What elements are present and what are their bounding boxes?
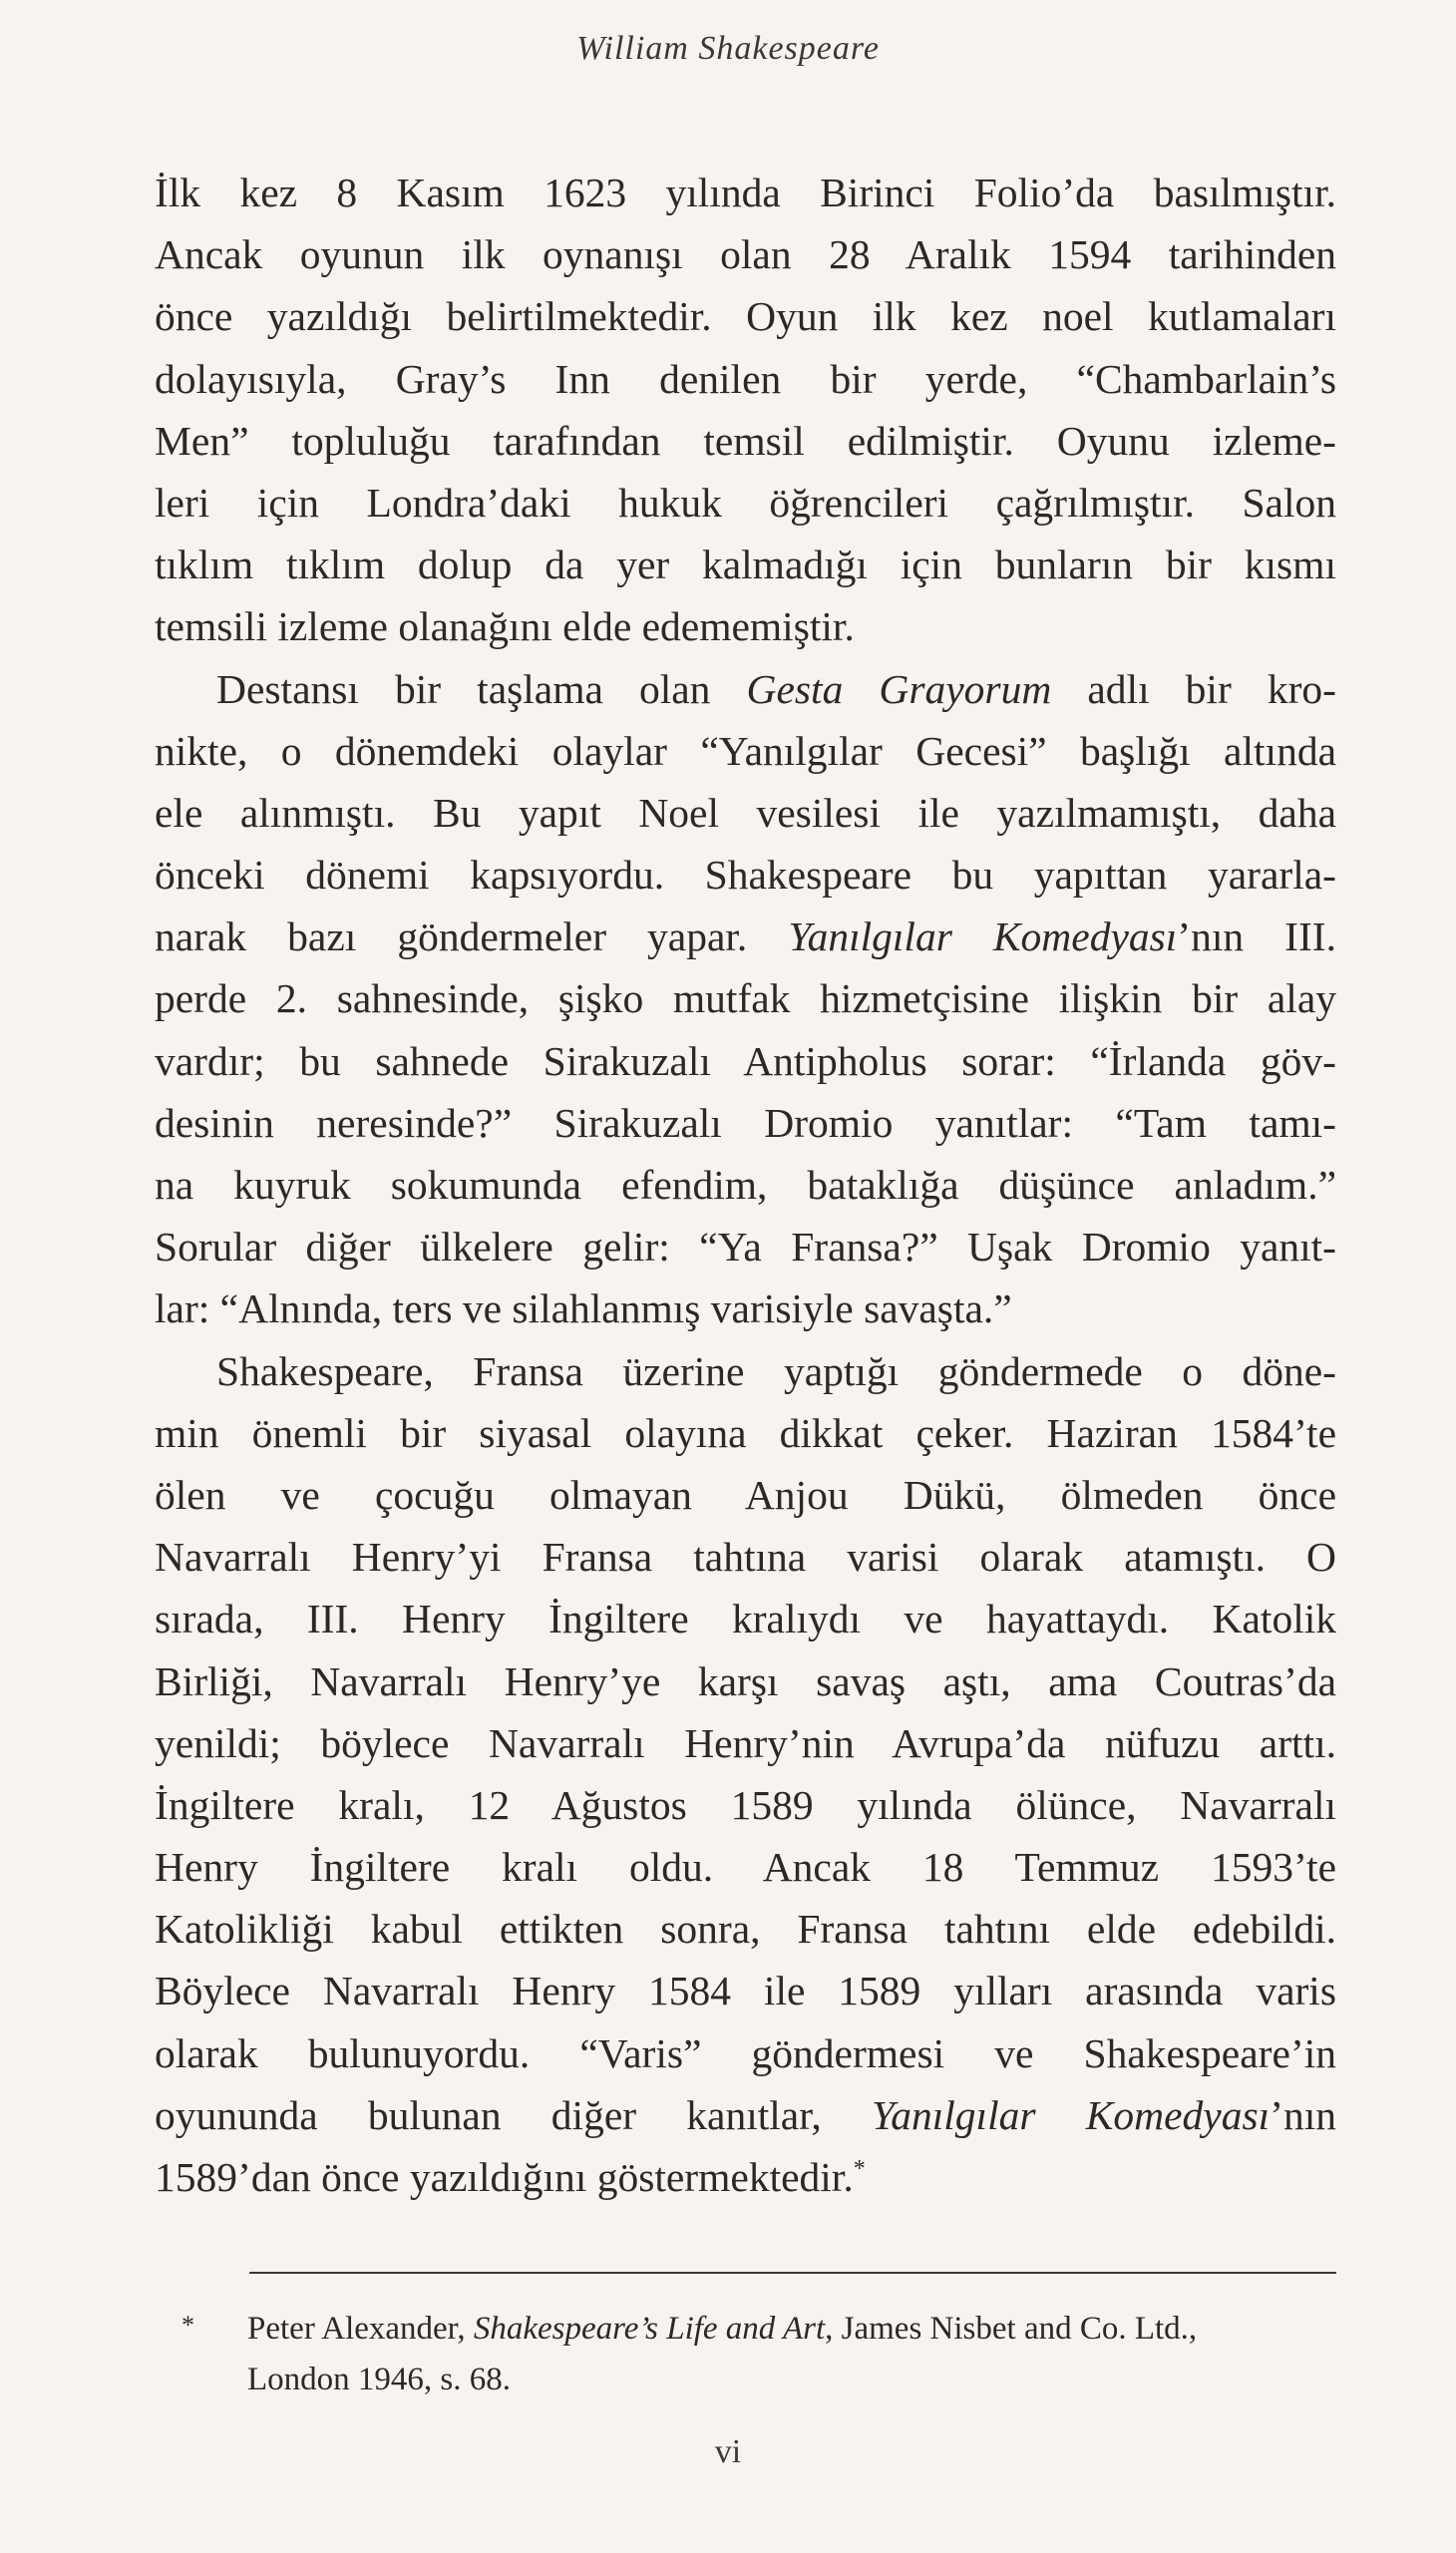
text-line: İngiltere kralı, 12 Ağustos 1589 yılında ölünce, Navarralı	[155, 1781, 1336, 1828]
text-line: 1589’dan önce yazıldığını göstermektedir.*	[155, 2154, 866, 2200]
footnote-reference[interactable]: *	[853, 2156, 866, 2183]
text-line: Birliği, Navarralı Henry’ye karşı savaş aştı, ama Coutras’da	[155, 1657, 1336, 1704]
text-line: oyununda bulunan diğer kanıtlar, Yanılgılar Komedyası’nın	[155, 2091, 1336, 2138]
text-line: önceki dönemi kapsıyordu. Shakespeare bu yapıttan yararla-	[155, 852, 1336, 899]
text-line: narak bazı göndermeler yapar. Yanılgılar Komedyası’nın III.	[155, 913, 1336, 960]
text-line: Sorular diğer ülkelere gelir: “Ya Fransa?” Uşak Dromio yanıt-	[155, 1224, 1336, 1271]
text-line: olarak bulunuyordu. “Varis” göndermesi ve Shakespeare’in	[155, 2029, 1336, 2076]
text-line: leri için Londra’daki hukuk öğrencileri çağrılmıştır. Salon	[155, 479, 1336, 526]
work-title: Yanılgılar Komedyası	[871, 2091, 1271, 2138]
text-line: dolayısıyla, Gray’s Inn denilen bir yerde, “Chambarlain’s	[155, 355, 1336, 402]
text-line: yenildi; böylece Navarralı Henry’nin Avrupa’da nüfuzu arttı.	[155, 1719, 1336, 1766]
text-line: Katolikliği kabul ettikten sonra, Fransa tahtını elde edebildi.	[155, 1906, 1336, 1953]
footnote-line: Peter Alexander, Shakespeare’s Life and Art, James Nisbet and Co. Ltd.,	[247, 2311, 1198, 2347]
running-head: William Shakespeare	[576, 30, 880, 67]
text-line: desinin neresinde?” Sirakuzalı Dromio yanıtlar: “Tam tamı-	[155, 1099, 1336, 1146]
footnote-book-title: Shakespeare’s Life and Art	[473, 2311, 826, 2347]
footnote-divider	[249, 2272, 1336, 2274]
footnote	[182, 2304, 1338, 2405]
text-line: ölen ve çocuğu olmayan Anjou Dükü, ölmeden önce	[155, 1471, 1336, 1518]
text-line: Böylece Navarralı Henry 1584 ile 1589 yılları arasında varis	[155, 1968, 1336, 2014]
paragraph-1	[155, 162, 1336, 658]
page-number: vi	[714, 2433, 742, 2470]
text-line: min önemli bir siyasal olayına dikkat çeker. Haziran 1584’te	[155, 1409, 1336, 1456]
text-line: tıklım tıklım dolup da yer kalmadığı için bunların bir kısmı	[155, 542, 1336, 588]
text-line: İlk kez 8 Kasım 1623 yılında Birinci Folio’da basılmıştır.	[155, 170, 1336, 215]
text-line: önce yazıldığı belirtilmektedir. Oyun ilk kez noel kutlamaları	[155, 293, 1336, 340]
work-title: Gesta Grayorum	[746, 665, 1052, 712]
text-line: temsili izleme olanağını elde edememiştir.	[155, 603, 855, 650]
text-line: vardır; bu sahnede Sirakuzalı Antipholus sorar: “İrlanda göv-	[155, 1037, 1336, 1084]
text-line: lar: “Alnında, ters ve silahlanmış varisiyle savaşta.”	[155, 1285, 1012, 1332]
text-line: sırada, III. Henry İngiltere kralıydı ve hayattaydı. Katolik	[155, 1596, 1336, 1642]
footnote-text	[247, 2304, 1338, 2405]
paragraph-3	[155, 1340, 1336, 2209]
work-title: Yanılgılar Komedyası	[788, 913, 1178, 960]
text-line: Men” topluluğu tarafından temsil edilmiştir. Oyunu izleme-	[155, 417, 1336, 464]
text-line: na kuyruk sokumunda efendim, bataklığa düşünce anladım.”	[155, 1162, 1336, 1208]
text-line: perde 2. sahnesinde, şişko mutfak hizmetçisine ilişkin bir alay	[155, 975, 1336, 1022]
paragraph-2	[155, 658, 1336, 1340]
text-line: Destansı bir taşlama olan Gesta Grayorum adlı bir kro-	[216, 665, 1336, 712]
footnote-line: London 1946, s. 68.	[247, 2362, 511, 2397]
text-line: ele alınmıştı. Bu yapıt Noel vesilesi ile yazılmamıştı, daha	[155, 789, 1336, 836]
body-text	[155, 162, 1336, 2208]
text-line: Navarralı Henry’yi Fransa tahtına varisi olarak atamıştı. O	[155, 1534, 1336, 1581]
text-line: Shakespeare, Fransa üzerine yaptığı göndermede o döne-	[216, 1347, 1336, 1394]
text-line: Ancak oyunun ilk oynanışı olan 28 Aralık 1594 tarihinden	[155, 231, 1336, 278]
footnote-symbol: *	[182, 2311, 194, 2340]
text-line: Henry İngiltere kralı oldu. Ancak 18 Temmuz 1593’te	[155, 1844, 1336, 1891]
text-line: nikte, o dönemdeki olaylar “Yanılgılar Gecesi” başlığı altında	[155, 727, 1336, 774]
